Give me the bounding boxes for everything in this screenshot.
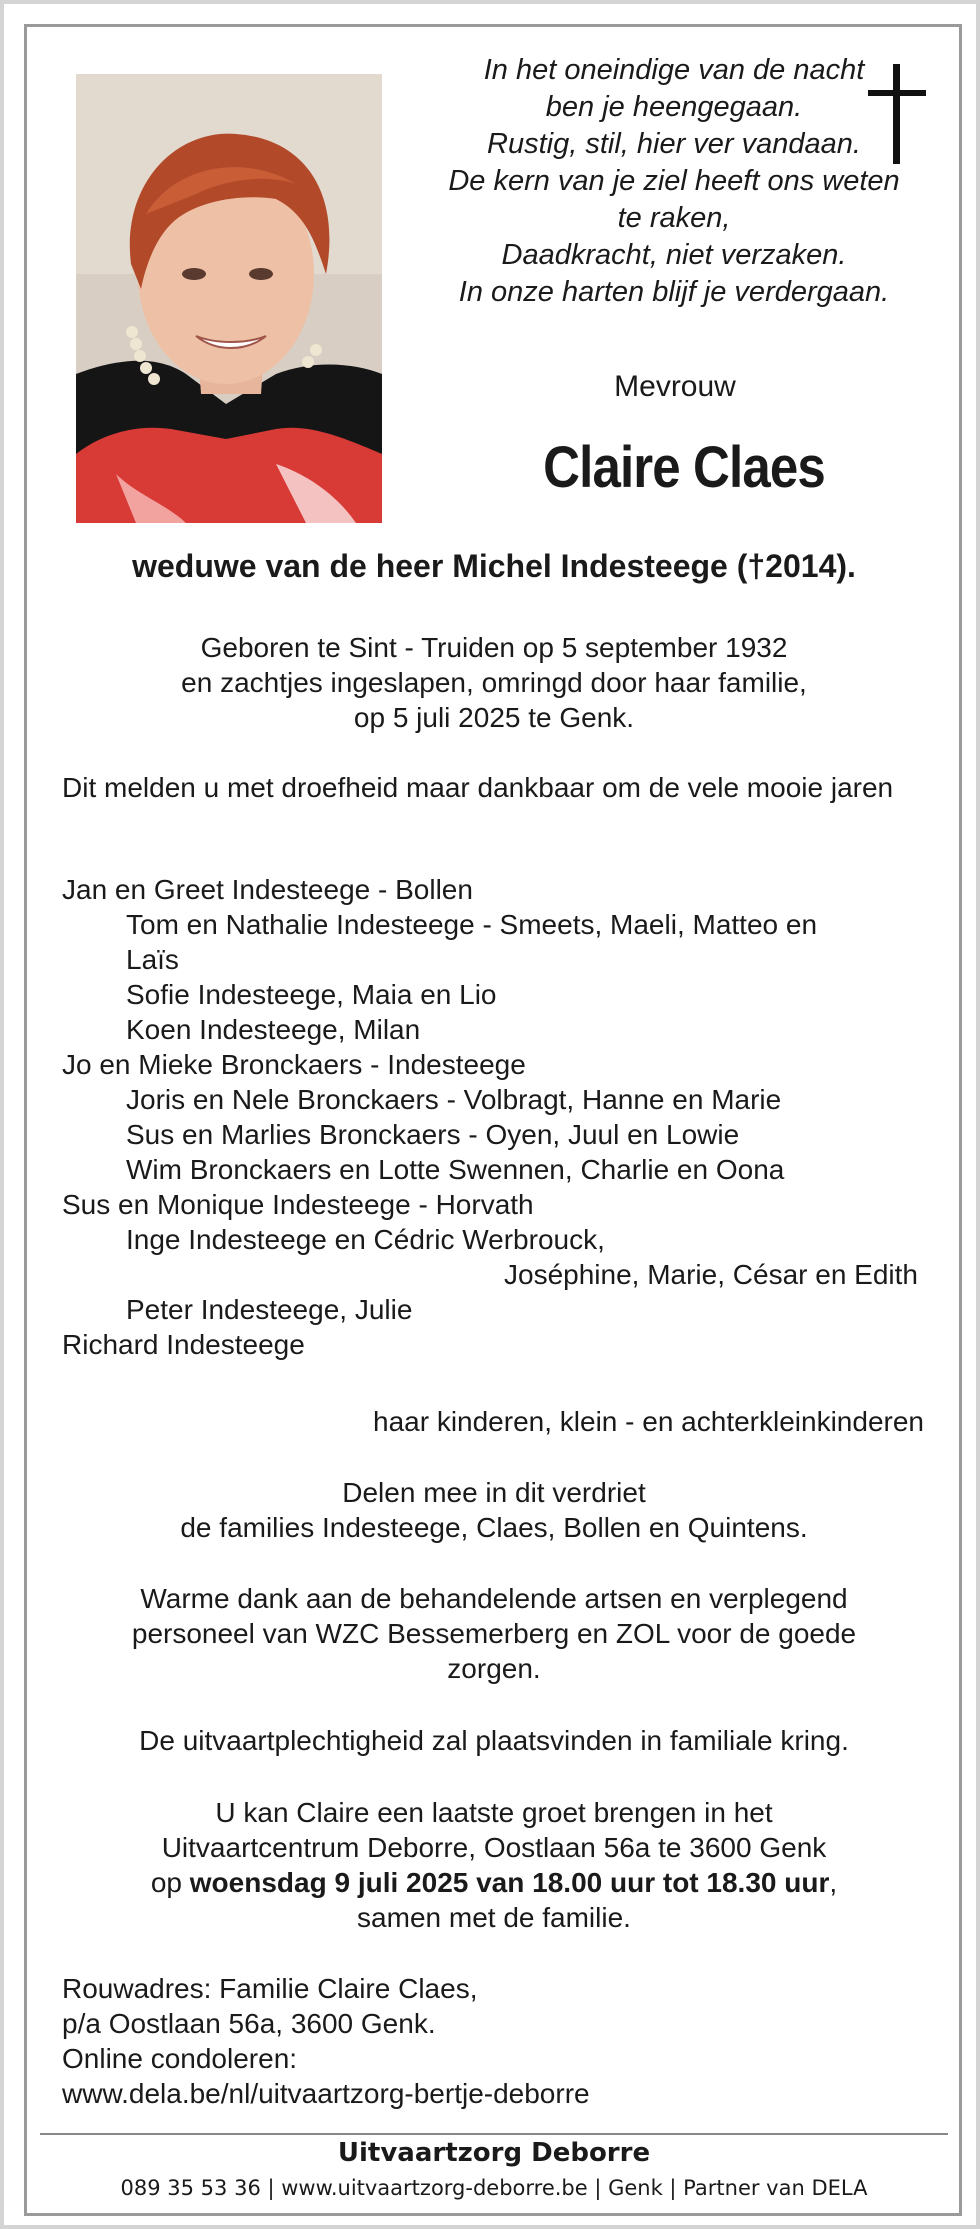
- poem-line: De kern van je ziel heeft ons weten: [448, 165, 900, 197]
- visit-block: [44, 1795, 944, 1935]
- share-line: de families Indesteege, Claes, Bollen en Quintens.: [180, 1512, 808, 1543]
- family-line: Koen Indesteege, Milan: [126, 1014, 421, 1045]
- cross-icon: [868, 64, 928, 164]
- birth-info: [44, 630, 944, 735]
- poem-line: In onze harten blijf je verdergaan.: [458, 276, 890, 308]
- birth-line: en zachtjes ingeslapen, omringd door haar familie,: [181, 667, 807, 698]
- birth-line: op 5 juli 2025 te Genk.: [353, 702, 635, 733]
- family-list: [62, 872, 942, 1362]
- address-line: Online condoleren:: [62, 2043, 298, 2074]
- share-line: Delen mee in dit verdriet: [342, 1477, 646, 1508]
- family-line: Richard Indesteege: [62, 1329, 305, 1360]
- thanks-block: [44, 1581, 944, 1686]
- visit-prefix: op: [150, 1867, 190, 1898]
- birth-line: Geboren te Sint - Truiden op 5 september 1932: [200, 632, 788, 663]
- poem-line: te raken,: [617, 202, 731, 234]
- address-line: p/a Oostlaan 56a, 3600 Genk.: [62, 2008, 436, 2039]
- thanks-line: zorgen.: [447, 1653, 541, 1684]
- poem-line: Daadkracht, niet verzaken.: [501, 239, 847, 271]
- poem-line: ben je heengegaan.: [545, 91, 803, 123]
- family-line: Laïs: [126, 944, 179, 975]
- family-line: Sofie Indesteege, Maia en Lio: [126, 979, 497, 1010]
- announcement: Dit melden u met droefheid maar dankbaar om de vele mooie jaren: [62, 772, 894, 803]
- address-line: Rouwadres: Familie Claire Claes,: [62, 1973, 478, 2004]
- family-line: Sus en Monique Indesteege - Horvath: [62, 1189, 534, 1220]
- condolence-link[interactable]: www.dela.be/nl/uitvaartzorg-bertje-deborre: [62, 2078, 590, 2109]
- ceremony-line: De uitvaartplechtigheid zal plaatsvinden in familiale kring.: [139, 1725, 849, 1756]
- share-block: [44, 1475, 944, 1545]
- footer-divider: [40, 2133, 948, 2135]
- visit-line: [44, 1865, 944, 1900]
- widow-line: weduwe van de heer Michel Indesteege (†2014).: [132, 548, 856, 584]
- visit-line: samen met de familie.: [357, 1902, 631, 1933]
- poem-line: Rustig, stil, hier ver vandaan.: [487, 128, 861, 160]
- family-line: Jo en Mieke Bronckaers - Indesteege: [62, 1049, 526, 1080]
- family-line: Peter Indesteege, Julie: [126, 1294, 413, 1325]
- title-mevrouw: Mevrouw: [614, 370, 736, 403]
- relation-line: haar kinderen, klein - en achterkleinkinderen: [373, 1406, 924, 1437]
- thanks-line: personeel van WZC Bessemerberg en ZOL voor de goede: [131, 1618, 857, 1649]
- family-line: Inge Indesteege en Cédric Werbrouck,: [126, 1224, 605, 1255]
- page-background: [4, 4, 976, 2225]
- portrait-photo: [76, 74, 382, 523]
- deceased-name: Claire Claes: [543, 435, 825, 500]
- family-line: Joris en Nele Bronckaers - Volbragt, Hanne en Marie: [126, 1084, 782, 1115]
- visit-datetime: woensdag 9 juli 2025 van 18.00 uur tot 18.30 uur: [189, 1867, 830, 1898]
- visit-line: Uitvaartcentrum Deborre, Oostlaan 56a te 3600 Genk: [161, 1832, 827, 1863]
- poem: [414, 52, 934, 311]
- family-line: Joséphine, Marie, César en Edith: [504, 1259, 918, 1290]
- thanks-line: Warme dank aan de behandelende artsen en verplegend: [140, 1583, 848, 1614]
- footer-contact: 089 35 53 36 | www.uitvaartzorg-deborre.be | Genk | Partner van DELA: [120, 2176, 868, 2200]
- poem-line: In het oneindige van de nacht: [483, 54, 865, 86]
- visit-suffix: ,: [829, 1867, 838, 1898]
- footer-company: Uitvaartzorg Deborre: [337, 2138, 651, 2168]
- family-line: Tom en Nathalie Indesteege - Smeets, Maeli, Matteo en: [126, 909, 818, 940]
- family-line: Jan en Greet Indesteege - Bollen: [62, 874, 473, 905]
- address-block: [62, 1971, 942, 2111]
- family-line: Sus en Marlies Bronckaers - Oyen, Juul en Lowie: [126, 1119, 740, 1150]
- visit-line: U kan Claire een laatste groet brengen in het: [215, 1797, 773, 1828]
- family-line: Wim Bronckaers en Lotte Swennen, Charlie en Oona: [126, 1154, 785, 1185]
